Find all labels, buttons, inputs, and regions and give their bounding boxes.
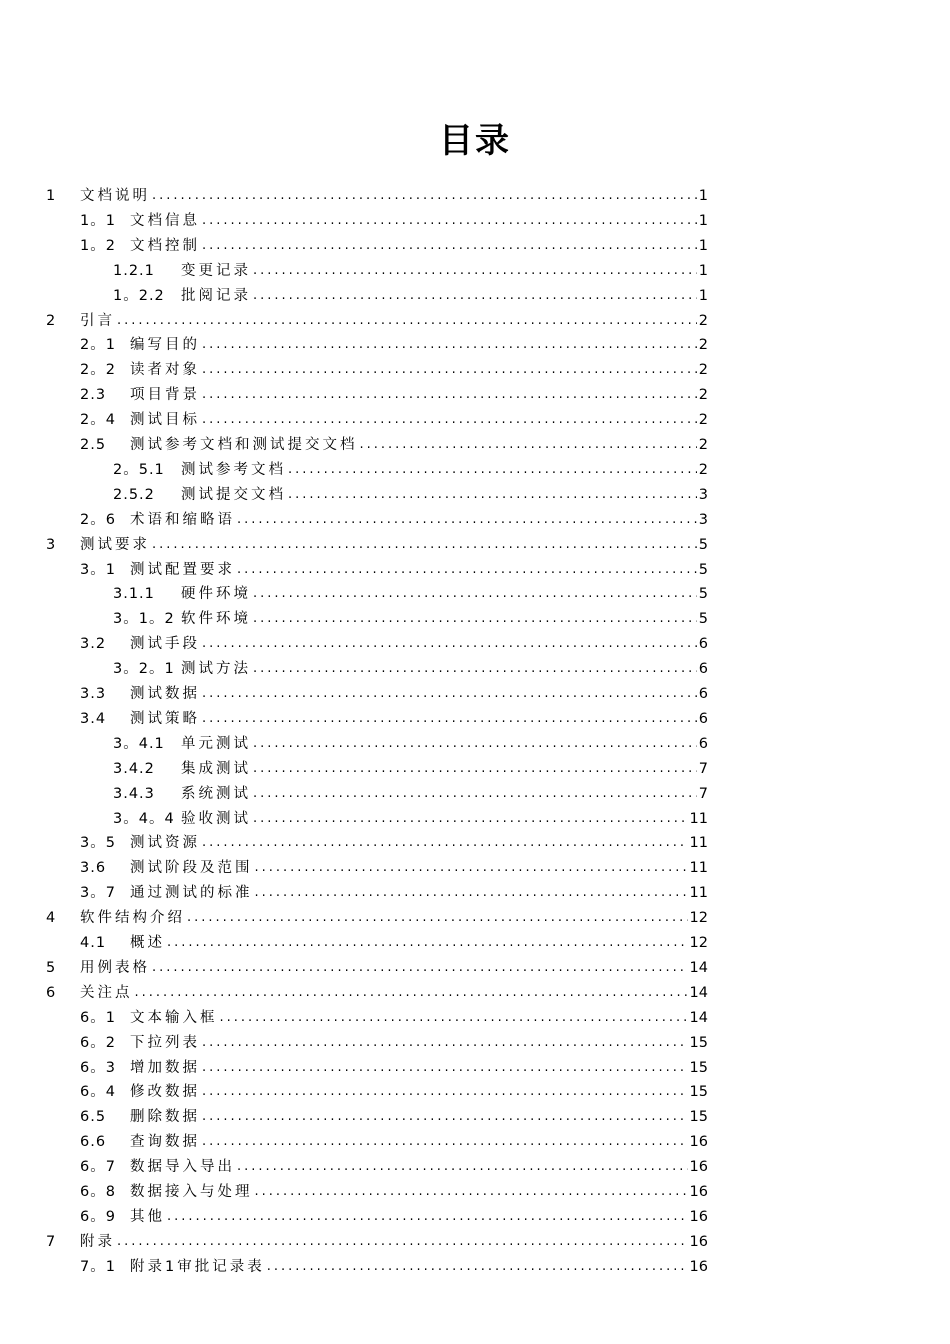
toc-entry-number: 6。1 [80,1009,116,1026]
toc-entry[interactable] [46,981,708,1006]
toc-entry-number: 6.5 [80,1109,107,1126]
toc-entry[interactable] [80,333,708,358]
toc-entry-title: 查询数据 [130,1134,200,1151]
toc-dot-leader [202,1031,688,1056]
toc-entry-page: 16 [689,1233,708,1250]
toc-dot-leader [267,1255,688,1280]
toc-entry-title: 概述 [130,935,165,951]
toc-entry[interactable] [80,682,708,707]
toc-entry-title: 测试参考文档 [181,461,286,478]
toc-dot-leader [253,782,697,807]
toc-entry-title: 集成测试 [181,760,251,777]
toc-entry-number: 4.1 [80,935,107,951]
toc-entry[interactable] [80,408,708,433]
toc-entry-title: 测试要求 [80,536,150,553]
toc-entry-number: 3.3 [80,686,107,702]
toc-entry[interactable] [80,881,708,906]
toc-entry-page: 2 [698,412,708,429]
toc-entry-title: 读者对象 [130,362,200,379]
toc-entry-number: 6。3 [80,1059,116,1076]
toc-entry-page: 2 [698,337,708,354]
toc-entry[interactable] [80,358,708,383]
toc-entry-number: 2.3 [80,387,107,404]
toc-entry-page: 2 [698,461,708,478]
toc-dot-leader [253,259,697,284]
toc-entry[interactable] [113,657,708,682]
toc-dot-leader [202,1080,688,1105]
toc-dot-leader [253,607,697,632]
toc-entry[interactable] [113,607,708,632]
toc-entry[interactable] [113,807,708,832]
toc-dot-leader [253,732,697,757]
toc-entry-title: 文档信息 [130,212,200,229]
toc-entry[interactable] [113,732,708,757]
toc-entry[interactable] [46,906,708,931]
toc-entry-page: 6 [698,710,708,727]
toc-entry-number: 3 [46,536,57,553]
toc-entry-page: 1 [698,237,708,254]
toc-entry-title: 关注点 [80,984,133,1001]
toc-entry[interactable] [80,209,708,234]
toc-dot-leader [202,831,688,856]
toc-entry-number: 3。7 [80,885,116,902]
toc-dot-leader [202,682,697,707]
toc-entry[interactable] [80,383,708,408]
toc-entry[interactable] [80,632,708,657]
toc-entry-page: 14 [689,959,708,976]
toc-dot-leader [255,881,688,906]
toc-entry-page: 7 [698,760,708,777]
toc-entry-page: 2 [698,312,708,329]
toc-dot-leader [253,582,697,607]
toc-entry-number: 3。4.1 [113,735,165,752]
toc-entry-title: 测试参考文档和测试提交文档 [130,437,358,453]
toc-entry-page: 16 [689,1159,708,1176]
toc-dot-leader [202,707,697,732]
toc-entry-title: 项目背景 [130,387,200,404]
toc-entry-number: 3。1 [80,561,116,578]
toc-entry-page: 3 [698,486,708,503]
toc-entry-title: 文档控制 [130,237,200,254]
toc-entry-title: 验收测试 [181,810,251,827]
toc-entry-page: 1 [698,287,708,304]
toc-entry-page: 5 [698,561,708,578]
toc-entry[interactable] [80,931,708,956]
toc-entry-title: 附录1审批记录表 [130,1258,265,1275]
toc-dot-leader [237,508,697,533]
toc-entry-number: 1.2.1 [113,262,155,279]
toc-entry-title: 通过测试的标准 [130,885,253,902]
toc-entry-number: 2。4 [80,412,116,429]
toc-entry[interactable] [80,1056,708,1081]
toc-entry-page: 15 [689,1084,708,1101]
toc-entry[interactable] [113,458,708,483]
toc-entry[interactable] [80,234,708,259]
toc-entry-title: 测试阶段及范围 [130,860,253,877]
toc-entry[interactable] [80,1031,708,1056]
toc-entry[interactable] [113,259,708,284]
toc-entry-number: 6.6 [80,1134,107,1151]
toc-entry-title: 测试手段 [130,636,200,653]
toc-dot-leader [152,184,697,209]
toc-entry[interactable] [113,782,708,807]
toc-entry-number: 3.4 [80,710,107,727]
toc-entry-title: 测试目标 [130,412,200,429]
toc-entry-page: 14 [689,1009,708,1026]
toc-dot-leader [202,209,697,234]
toc-entry[interactable] [80,508,708,533]
toc-entry-number: 6。7 [80,1159,116,1176]
toc-entry-page: 16 [689,1184,708,1200]
toc-dot-leader [255,856,688,881]
toc-entry-page: 5 [698,586,708,603]
toc-entry-number: 3。2。1 [113,661,175,678]
toc-entry-number: 2。1 [80,337,116,354]
toc-entry-title: 软件结构介绍 [80,910,185,927]
toc-entry-number: 4 [46,910,57,927]
toc-dot-leader [117,309,697,334]
toc-entry-number: 1。1 [80,212,116,229]
toc-dot-leader [117,1230,688,1255]
toc-entry-page: 11 [689,885,708,902]
toc-entry-page: 14 [689,984,708,1001]
toc-entry-title: 增加数据 [130,1059,200,1076]
toc-entry-page: 6 [698,661,708,678]
toc-entry-title: 测试提交文档 [181,486,286,503]
toc-entry-number: 5 [46,959,57,976]
toc-entry[interactable] [80,856,708,881]
toc-entry-number: 3.2 [80,636,107,653]
toc-entry[interactable] [80,1080,708,1105]
toc-entry-title: 引言 [80,312,115,329]
toc-entry-page: 6 [698,735,708,752]
toc-entry[interactable] [113,757,708,782]
toc-dot-leader [202,1056,688,1081]
toc-entry-title: 批阅记录 [181,287,251,304]
toc-entry[interactable] [113,284,708,309]
toc-entry-title: 测试资源 [130,835,200,852]
toc-entry[interactable] [46,1230,708,1255]
toc-entry[interactable] [46,184,708,209]
toc-dot-leader [202,383,697,408]
toc-dot-leader [253,284,697,309]
toc-entry-page: 2 [698,437,708,453]
toc-entry-title: 测试数据 [130,686,200,702]
toc-entry-title: 单元测试 [181,735,251,752]
toc-entry-number: 3。5 [80,835,116,852]
toc-dot-leader [237,1155,688,1180]
toc-entry-number: 6。9 [80,1208,116,1225]
toc-entry[interactable] [80,1105,708,1130]
toc-entry-title: 测试方法 [181,661,251,678]
toc-entry-page: 15 [689,1109,708,1126]
toc-entry-page: 1 [698,262,708,279]
toc-dot-leader [167,931,688,956]
toc-entry-number: 3。4。4 [113,810,175,827]
toc-entry-page: 5 [698,611,708,628]
toc-entry-title: 文档说明 [80,188,150,204]
toc-entry[interactable] [113,582,708,607]
toc-entry-number: 1 [46,188,57,204]
toc-dot-leader [253,757,697,782]
toc-dot-leader [255,1180,688,1205]
toc-entry-number: 7。1 [80,1258,116,1275]
toc-entry-title: 下拉列表 [130,1034,200,1051]
toc-entry-title: 测试策略 [130,710,200,727]
toc-entry-number: 1。2 [80,237,116,254]
toc-entry-page: 1 [698,188,708,204]
toc-entry[interactable] [46,533,708,558]
toc-entry-page: 12 [689,935,708,951]
toc-entry-number: 3。1。2 [113,611,175,628]
toc-entry-number: 6。8 [80,1184,116,1200]
toc-entry-page: 16 [689,1134,708,1151]
toc-dot-leader [288,483,697,508]
toc-entry-number: 3.6 [80,860,107,877]
toc-entry-page: 6 [698,686,708,702]
toc-dot-leader [202,1130,688,1155]
toc-entry-number: 6。2 [80,1034,116,1051]
page-title: 目录 [439,121,511,161]
toc-entry[interactable] [80,1130,708,1155]
toc-entry-title: 用例表格 [80,959,150,976]
toc-entry-number: 2.5.2 [113,486,155,503]
toc-entry-page: 12 [689,910,708,927]
toc-entry-number: 3.1.1 [113,586,155,603]
toc-entry-page: 5 [698,536,708,553]
toc-entry-page: 16 [689,1258,708,1275]
toc-entry[interactable] [80,1006,708,1031]
toc-entry-number: 3.4.2 [113,760,155,777]
toc-dot-leader [202,234,697,259]
toc-entry[interactable] [80,1180,708,1205]
toc-dot-leader [167,1205,688,1230]
toc-dot-leader [202,333,697,358]
toc-dot-leader [202,358,697,383]
toc-entry-title: 术语和缩略语 [130,511,235,528]
toc-dot-leader [253,807,688,832]
toc-dot-leader [202,1105,688,1130]
toc-entry-title: 变更记录 [181,262,251,279]
toc-entry[interactable] [113,483,708,508]
toc-entry-number: 1。2.2 [113,287,165,304]
toc-entry-title: 数据导入导出 [130,1159,235,1176]
toc-dot-leader [202,632,697,657]
toc-dot-leader [187,906,688,931]
toc-entry[interactable] [80,707,708,732]
toc-dot-leader [135,981,688,1006]
toc-entry-number: 2。2 [80,362,116,379]
toc-entry[interactable] [80,433,708,458]
toc-entry-page: 3 [698,511,708,528]
toc-dot-leader [237,558,697,583]
toc-entry-number: 3.4.3 [113,785,155,802]
toc-dot-leader [202,408,697,433]
toc-entry-title: 附录 [80,1233,115,1250]
toc-entry-title: 文本输入框 [130,1009,218,1026]
toc-dot-leader [360,433,697,458]
toc-entry-title: 数据接入与处理 [130,1184,253,1200]
toc-entry[interactable] [80,1155,708,1180]
toc-entry-title: 测试配置要求 [130,561,235,578]
toc-entry-title: 其他 [130,1208,165,1225]
toc-entry-title: 编写目的 [130,337,200,354]
toc-dot-leader [152,533,697,558]
toc-dot-leader [220,1006,688,1031]
toc-dot-leader [253,657,697,682]
toc-entry-number: 2。6 [80,511,116,528]
toc-dot-leader [152,956,688,981]
toc-entry-page: 11 [689,810,708,827]
toc-entry-number: 7 [46,1233,57,1250]
toc-entry-number: 2。5.1 [113,461,165,478]
toc-entry-page: 7 [698,785,708,802]
toc-entry-page: 11 [689,835,708,852]
toc-entry-page: 16 [689,1208,708,1225]
toc-entry-page: 11 [689,860,708,877]
toc-entry-title: 硬件环境 [181,586,251,603]
toc-entry-title: 系统测试 [181,785,251,802]
toc-entry-number: 2 [46,312,57,329]
toc-entry[interactable] [80,558,708,583]
toc-entry-title: 删除数据 [130,1109,200,1126]
toc-dot-leader [288,458,697,483]
toc-entry-page: 6 [698,636,708,653]
toc-entry-number: 2.5 [80,437,107,453]
toc-entry[interactable] [80,1255,708,1280]
toc-entry[interactable] [80,831,708,856]
toc-entry-number: 6。4 [80,1084,116,1101]
toc-entry[interactable] [46,956,708,981]
toc-entry-page: 1 [698,212,708,229]
toc-entry-title: 修改数据 [130,1084,200,1101]
toc-entry-page: 15 [689,1059,708,1076]
toc-entry-page: 15 [689,1034,708,1051]
toc-entry-page: 2 [698,362,708,379]
toc-entry-number: 6 [46,984,57,1001]
toc-entry-page: 2 [698,387,708,404]
toc-entry-title: 软件环境 [181,611,251,628]
toc-entry[interactable] [80,1205,708,1230]
toc-entry[interactable] [46,309,708,334]
